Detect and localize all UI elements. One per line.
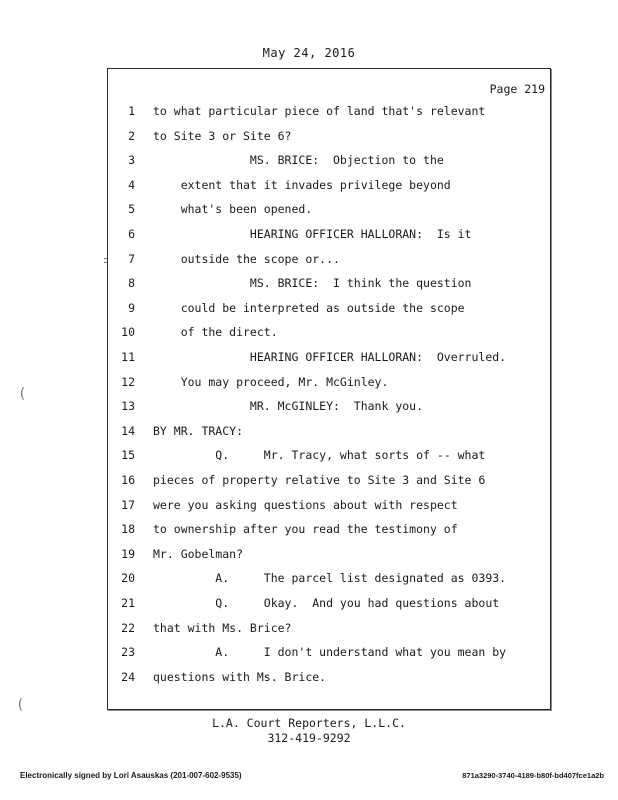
line-text: A. I don't understand what you mean by — [153, 645, 507, 659]
transcript-line — [0, 520, 618, 538]
transcript-line — [0, 471, 618, 489]
line-text: extent that it invades privilege beyond — [153, 178, 451, 192]
transcript-line — [0, 643, 618, 661]
line-number: 14 — [121, 424, 135, 438]
line-text: Mr. Gobelman? — [153, 547, 244, 561]
transcript-line — [0, 422, 618, 440]
line-text: of the direct. — [153, 325, 278, 339]
transcript-line — [0, 397, 618, 415]
transcript-line — [0, 176, 618, 194]
line-text: outside the scope or... — [153, 252, 340, 266]
line-text: MS. BRICE: Objection to the — [153, 153, 444, 167]
line-number: 22 — [121, 621, 135, 635]
line-text: HEARING OFFICER HALLORAN: Is it — [153, 227, 472, 241]
transcript-line — [0, 200, 618, 218]
line-number: 8 — [128, 276, 135, 290]
scan-mark: ( — [16, 697, 25, 713]
transcript-line — [0, 323, 618, 341]
transcript-line — [0, 250, 618, 268]
line-number: 9 — [128, 301, 135, 315]
line-number: 23 — [121, 645, 135, 659]
line-number: 6 — [128, 227, 135, 241]
line-text: HEARING OFFICER HALLORAN: Overruled. — [153, 350, 507, 364]
line-number: 5 — [128, 202, 135, 216]
line-text: Q. Mr. Tracy, what sorts of -- what — [153, 448, 486, 462]
transcript-line — [0, 127, 618, 145]
line-number: 13 — [121, 399, 135, 413]
transcript-line — [0, 151, 618, 169]
transcript-line — [0, 102, 618, 120]
line-number: 24 — [121, 670, 135, 684]
line-number: 10 — [121, 325, 135, 339]
line-number: 18 — [121, 522, 135, 536]
transcript-line — [0, 668, 618, 686]
line-number: 11 — [121, 350, 135, 364]
line-number: 17 — [121, 498, 135, 512]
line-number: 20 — [121, 571, 135, 585]
line-text: that with Ms. Brice? — [153, 621, 292, 635]
scan-tick — [104, 258, 107, 259]
transcript-line — [0, 299, 618, 317]
transcript-line — [0, 348, 618, 366]
line-number: 12 — [121, 375, 135, 389]
transcript-line — [0, 446, 618, 464]
transcript-line — [0, 373, 618, 391]
line-text: what's been opened. — [153, 202, 313, 216]
page-number: Page 219 — [489, 82, 545, 96]
scan-mark: ( — [18, 386, 27, 402]
line-text: Q. Okay. And you had questions about — [153, 596, 500, 610]
line-text: questions with Ms. Brice. — [153, 670, 327, 684]
e-signature-text: Electronically signed by Lori Asauskas (201-007-602-9535) — [20, 771, 242, 780]
transcript-line — [0, 225, 618, 243]
line-text: MR. McGINLEY: Thank you. — [153, 399, 424, 413]
line-text: MS. BRICE: I think the question — [153, 276, 472, 290]
reporter-company: L.A. Court Reporters, L.L.C. — [212, 716, 406, 730]
line-number: 7 — [128, 252, 135, 266]
line-number: 3 — [128, 153, 135, 167]
line-text: You may proceed, Mr. McGinley. — [153, 375, 389, 389]
line-number: 15 — [121, 448, 135, 462]
line-text: pieces of property relative to Site 3 and Site 6 — [153, 473, 486, 487]
line-text: to Site 3 or Site 6? — [153, 129, 292, 143]
line-number: 21 — [121, 596, 135, 610]
scan-tick — [104, 262, 107, 263]
line-text: to ownership after you read the testimony of — [153, 522, 458, 536]
transcript-line — [0, 619, 618, 637]
line-number: 2 — [128, 129, 135, 143]
line-number: 16 — [121, 473, 135, 487]
transcript-date: May 24, 2016 — [262, 46, 356, 60]
line-number: 1 — [128, 104, 135, 118]
transcript-line — [0, 274, 618, 292]
line-text: A. The parcel list designated as 0393. — [153, 571, 507, 585]
line-text: BY MR. TRACY: — [153, 424, 244, 438]
transcript-line — [0, 545, 618, 563]
line-text: could be interpreted as outside the scope — [153, 301, 465, 315]
document-hash: 871a3290-3740-4189-b80f-bd407fce1a2b — [462, 771, 604, 780]
transcript-line — [0, 594, 618, 612]
transcript-line — [0, 496, 618, 514]
line-number: 19 — [121, 547, 135, 561]
reporter-phone: 312-419-9292 — [267, 731, 351, 745]
transcript-line — [0, 569, 618, 587]
line-text: were you asking questions about with respect — [153, 498, 458, 512]
line-number: 4 — [128, 178, 135, 192]
line-text: to what particular piece of land that's relevant — [153, 104, 486, 118]
